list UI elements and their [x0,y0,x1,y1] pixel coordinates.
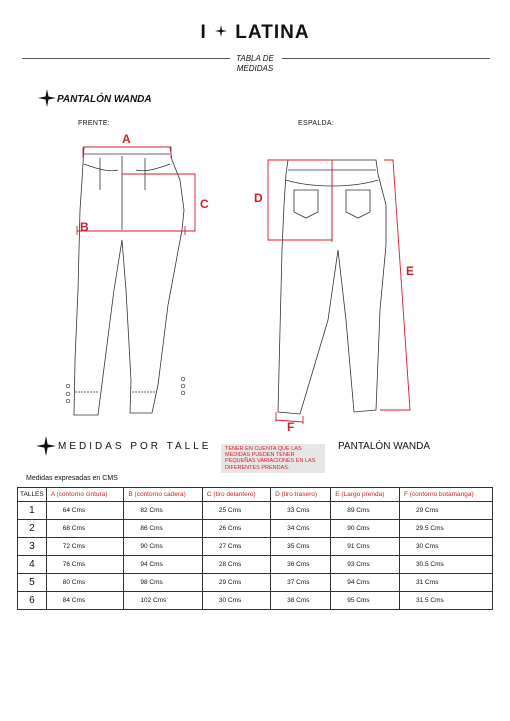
table-cell: 34 Cms [271,520,331,538]
table-cell: 37 Cms [271,574,331,592]
front-pants-diagram [60,130,220,425]
size-cell: 6 [18,592,47,610]
star-icon [36,436,56,456]
units-label: Medidas expresadas en CMS [26,475,118,482]
size-cell: 5 [18,574,47,592]
table-cell: 89 Cms [331,502,400,520]
table-cell: 29 Cms [399,502,492,520]
table-cell: 33 Cms [271,502,331,520]
table-cell: 94 Cms [331,574,400,592]
table-cell: 98 Cms [124,574,203,592]
table-header-row [18,488,493,502]
table-cell: 91 Cms [331,538,400,556]
column-header: D (tiro trasero) [271,488,331,502]
column-header: TALLES [18,488,47,502]
table-cell: 30.5 Cms [399,556,492,574]
table-cell: 29.5 Cms [399,520,492,538]
marker-c: C [200,197,209,211]
table-cell: 30 Cms [202,592,270,610]
product-title: PANTALÓN WANDA [57,94,152,105]
table-row [18,556,493,574]
table-cell: 28 Cms [202,556,270,574]
brand-text-left: I [200,22,207,43]
table-row [18,592,493,610]
table-cell: 64 Cms [46,502,124,520]
column-header: B (contorno cadera) [124,488,203,502]
table-cell: 38 Cms [271,592,331,610]
star-icon [215,25,227,37]
subtitle-line-2: MEDIDAS [236,64,274,73]
size-cell: 3 [18,538,47,556]
column-header: A (contorno cintura) [46,488,124,502]
column-header: F (contorno botamanga) [399,488,492,502]
table-cell: 31.5 Cms [399,592,492,610]
table-cell: 90 Cms [331,520,400,538]
table-cell: 36 Cms [271,556,331,574]
subtitle-line-1: TABLA DE [236,54,274,63]
size-cell: 2 [18,520,47,538]
table-cell: 35 Cms [271,538,331,556]
table-cell: 95 Cms [331,592,400,610]
table-row [18,502,493,520]
star-icon [38,89,56,107]
table-row [18,574,493,592]
brand-logo [0,22,510,44]
back-label: ESPALDA: [298,120,335,127]
table-cell: 68 Cms [46,520,124,538]
table-cell: 93 Cms [331,556,400,574]
marker-a: A [122,132,131,146]
table-row [18,520,493,538]
table-cell: 26 Cms [202,520,270,538]
marker-f: F [287,420,295,434]
column-header: C (tiro delantero) [202,488,270,502]
table-cell: 25 Cms [202,502,270,520]
table-cell: 29 Cms [202,574,270,592]
size-cell: 4 [18,556,47,574]
table-cell: 76 Cms [46,556,124,574]
table-cell: 31 Cms [399,574,492,592]
table-cell: 86 Cms [124,520,203,538]
table-cell: 102 Cms [124,592,203,610]
marker-e: E [406,264,415,278]
variation-note: TENER EN CUENTA QUE LAS MEDIDAS PUEDEN TENER PEQUEÑAS VARIACIONES EN LAS DIFERENTES PRENDAS. [221,444,325,473]
marker-b: B [80,220,89,234]
brand-text-right: LATINA [235,22,310,43]
column-header: E (Largo prenda) [331,488,400,502]
table-cell: 84 Cms [46,592,124,610]
size-cell: 1 [18,502,47,520]
table-cell: 72 Cms [46,538,124,556]
table-cell: 82 Cms [124,502,203,520]
page-subtitle [0,54,510,74]
model-name: PANTALÓN WANDA [338,441,431,452]
table-row [18,538,493,556]
table-cell: 90 Cms [124,538,203,556]
back-pants-diagram [262,150,422,425]
section-title: MEDIDAS POR TALLE [58,441,212,452]
marker-d: D [254,191,263,205]
table-cell: 94 Cms [124,556,203,574]
size-table [17,487,493,610]
table-cell: 80 Cms [46,574,124,592]
front-label: FRENTE: [78,120,111,127]
table-cell: 30 Cms [399,538,492,556]
table-cell: 27 Cms [202,538,270,556]
